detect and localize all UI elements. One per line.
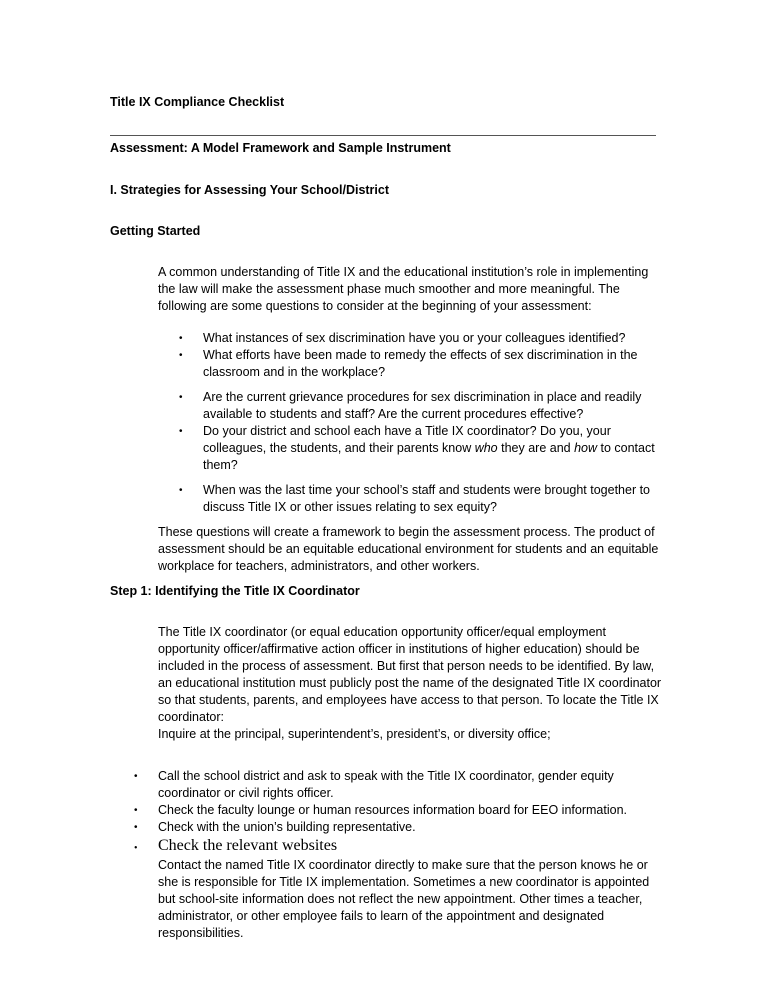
list-item: • Check the relevant websites xyxy=(158,836,658,856)
getting-started-heading: Getting Started xyxy=(110,224,201,238)
bullet-icon: • xyxy=(134,843,138,854)
subtitle: Assessment: A Model Framework and Sample Instrument xyxy=(110,141,451,155)
getting-started-outro: These questions will create a framework to begin the assessment process. The product of assessment should be an equitable educational environment for students and an equitable workplace for teachers, administrators, and other workers. xyxy=(158,525,659,573)
question-list-1 xyxy=(179,330,663,381)
horizontal-rule xyxy=(110,135,656,136)
step1-inquire: Inquire at the principal, superintendent’s, president’s, or diversity office; xyxy=(158,727,551,741)
bullet-icon: • xyxy=(179,485,183,496)
bullet-icon: • xyxy=(134,822,138,833)
section-heading: I. Strategies for Assessing Your School/District xyxy=(110,183,390,197)
list-item: • Check the faculty lounge or human resources information board for EEO information. xyxy=(134,803,627,817)
bullet-icon: • xyxy=(134,771,138,782)
bullet-icon: • xyxy=(179,426,183,437)
doc-title: Title IX Compliance Checklist xyxy=(110,95,285,109)
question-list-3 xyxy=(179,482,663,516)
bullet-icon: • xyxy=(179,333,183,344)
bullet-icon: • xyxy=(179,392,183,403)
step1-contact: Contact the named Title IX coordinator directly to make sure that the person knows he or she is responsible for Title IX implementation. Sometimes a new coordinator is appointed but school-site information does not reflect the new appointment. Other times a teacher, administrator, or other employee fails to learn of the appointment and designated responsibilities. xyxy=(158,858,650,940)
step1-heading: Step 1: Identifying the Title IX Coordinator xyxy=(110,584,360,598)
step1-paragraph: The Title IX coordinator (or equal education opportunity officer/equal employment opportunity officer/affirmative action officer in institutions of higher education) should be included in the process of assessment. But first that person needs to be identified. By law, an educational institution must publicly post the name of the designated Title IX coordinator so that students, parents, and employees have access to that person. To locate the Title IX coordinator: xyxy=(158,625,662,724)
question-list-2 xyxy=(179,389,663,474)
getting-started-intro: A common understanding of Title IX and the educational institution’s role in implementing the law will make the assessment phase much smoother and more meaningful. The following are some questions to consider at the beginning of your assessment: xyxy=(158,265,649,313)
list-item: • Check with the union’s building representative. xyxy=(134,820,416,834)
list-item: • What efforts have been made to remedy the effects of sex discrimination in the classroom and in the workplace? xyxy=(179,348,638,379)
list-item: • When was the last time your school’s staff and students were brought together to discuss Title IX or other issues relating to sex equity? xyxy=(179,483,651,514)
bullet-icon: • xyxy=(134,805,138,816)
list-item: • Call the school district and ask to speak with the Title IX coordinator, gender equity coordinator or civil rights officer. xyxy=(134,769,614,800)
locate-list xyxy=(134,768,658,856)
bullet-icon: • xyxy=(179,350,183,361)
list-item: • What instances of sex discrimination have you or your colleagues identified? xyxy=(179,331,626,345)
list-item: • Do your district and school each have a Title IX coordinator? Do you, your colleagues, the students, and their parents know who they are and how to contact them? xyxy=(179,424,655,472)
list-item: • Are the current grievance procedures for sex discrimination in place and readily available to students and staff? Are the current procedures effective? xyxy=(179,390,642,421)
